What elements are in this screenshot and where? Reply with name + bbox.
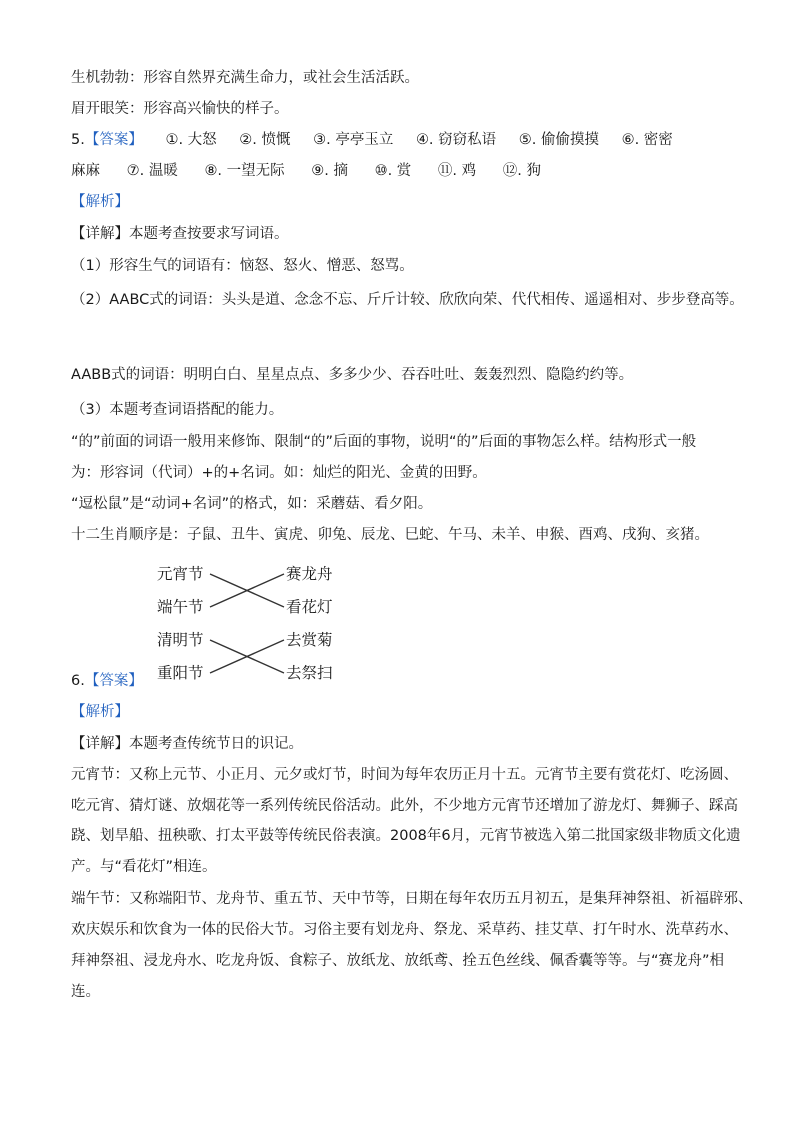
detail-tag: 【详解】 (71, 736, 129, 752)
festival-label: 重阳节 (157, 664, 204, 682)
custom-label: 去赏菊 (286, 631, 333, 649)
text-line: 拜神祭祖、浸龙舟水、吃龙舟饭、食粽子、放纸龙、放纸鸢、拴五色丝线、佩香囊等等。与“赛龙舟”相 (71, 953, 725, 969)
answer-item: ⑫. 狗 (502, 163, 541, 179)
q5-answer-row-2 (71, 161, 541, 181)
text-line: 欢庆娱乐和饮食为一体的民俗大节。习俗主要有划龙舟、祭龙、采草药、挂艾草、打午时水、洗草药水、 (71, 922, 738, 938)
answer-item: ④. 窃窃私语 (415, 132, 497, 148)
text-line: “的”前面的词语一般用来修饰、限制“的”后面的事物，说明“的”后面的事物怎么样。结构形式一般 (71, 434, 697, 450)
text-line: 眉开眼笑：形容高兴愉快的样子。 (71, 101, 289, 117)
answer-item: ⑩. 赏 (374, 163, 412, 179)
text-line: 为：形容词（代词）+的+名词。如：灿烂的阳光、金黄的田野。 (71, 465, 487, 481)
custom-label: 看花灯 (286, 598, 333, 616)
text-line: AABB式的词语：明明白白、星星点点、多多少少、吞吞吐吐、轰轰烈烈、隐隐约约等。 (71, 367, 634, 383)
q6-answer-row (71, 671, 143, 691)
custom-label: 赛龙舟 (286, 565, 333, 583)
text-line: 端午节：又称端阳节、龙舟节、重五节、天中节等，日期在每年农历五月初五，是集拜神祭祖、祈福辟邪、 (71, 891, 753, 907)
text-line: 十二生肖顺序是：子鼠、丑牛、寅虎、卯兔、辰龙、巳蛇、午马、未羊、申猴、酉鸡、戌狗、亥猪。 (71, 527, 709, 543)
answer-tag: 【答案】 (84, 132, 143, 148)
detail-text: 本题考查按要求写词语。 (129, 226, 289, 242)
text-line: （3）本题考查词语搭配的能力。 (71, 402, 284, 418)
text-line: 吃元宵、猜灯谜、放烟花等一系列传统民俗活动。此外，不少地方元宵节还增加了游龙灯、舞狮子、踩高 (71, 798, 738, 814)
answer-item: ⑦. 温暖 (126, 163, 178, 179)
festival-label: 清明节 (157, 631, 204, 649)
answer-item: ⑥. 密密 (621, 132, 673, 148)
text-line: 元宵节：又称上元节、小正月、元夕或灯节，时间为每年农历正月十五。元宵节主要有赏花灯、吃汤圆、 (71, 767, 738, 783)
connection-lines (150, 558, 350, 688)
detail-text: 本题考查传统节日的识记。 (129, 736, 303, 752)
answer-tag: 【答案】 (84, 673, 143, 689)
text-line: “逗松鼠”是“动词+名词”的格式，如：采蘑菇、看夕阳。 (71, 496, 433, 512)
text-line: 跷、划旱船、扭秧歌、打太平鼓等传统民俗表演。2008年6月，元宵节被选入第二批国家级非物质文化遗 (71, 828, 741, 844)
text-line: 生机勃勃：形容自然界充满生命力，或社会生活活跃。 (71, 70, 419, 86)
detail-line (71, 224, 289, 244)
text-line: （2）AABC式的词语：头头是道、念念不忘、斤斤计较、欣欣向荣、代代相传、遥遥相对、步步登高等。 (71, 292, 744, 308)
detail-line (71, 734, 303, 754)
answer-item: ⑧. 一望无际 (204, 163, 285, 179)
matching-diagram (150, 558, 350, 688)
answer-item: ②. 愤慨 (239, 132, 291, 148)
custom-label: 去祭扫 (286, 664, 333, 682)
answer-item: ③. 亭亭玉立 (313, 132, 394, 148)
answer-item: ⑤. 偷偷摸摸 (518, 132, 599, 148)
answer-item: ⑪. 鸡 (437, 163, 477, 179)
detail-tag: 【详解】 (71, 226, 129, 242)
answer-item: 麻麻 (71, 163, 100, 179)
question-number: 5. (71, 132, 85, 148)
q5-answer-row (71, 130, 673, 150)
answer-item: ①. 大怒 (165, 132, 217, 148)
festival-label: 端午节 (157, 598, 204, 616)
analysis-tag: 【解析】 (71, 704, 129, 720)
answer-item: ⑨. 摘 (311, 163, 348, 179)
analysis-tag: 【解析】 (71, 194, 129, 210)
festival-label: 元宵节 (157, 565, 204, 583)
text-line: （1）形容生气的词语有：恼怒、怒火、憎恶、怒骂。 (71, 258, 414, 274)
text-line: 产。与“看花灯”相连。 (71, 859, 217, 875)
question-number: 6. (71, 673, 85, 689)
text-line: 连。 (71, 984, 100, 1000)
